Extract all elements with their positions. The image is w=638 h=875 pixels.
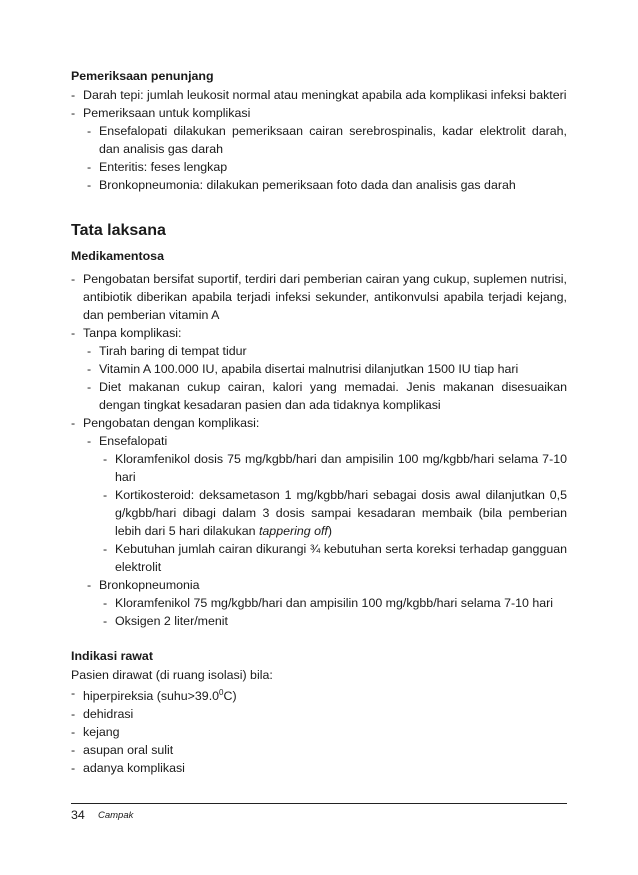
list-item: - Darah tepi: jumlah leukosit normal atau meningkat apabila ada komplikasi infeksi bakteri [71,88,567,102]
chapter-title: Campak [98,810,134,821]
list-item: - Tirah baring di tempat tidur [87,344,247,358]
section-heading-tata-laksana: Tata laksana [71,222,166,239]
list-item: - Diet makanan cukup cairan, kalori yang memadai. Jenis makanan disesuaikan dengan tingkat kesadaran pasien dan ada tidaknya komplikasi [87,380,567,412]
list-item: - Tanpa komplikasi: [71,326,182,340]
list-item: - Kebutuhan jumlah cairan dikurangi ¾ kebutuhan serta koreksi terhadap gangguan elektrolit [103,542,567,574]
section-heading-pemeriksaan: Pemeriksaan penunjang [71,69,214,83]
page-content [71,66,567,777]
list-item: - Kortikosteroid: deksametason 1 mg/kgbb/hari sebagai dosis awal dilanjutkan 0,5 g/kgbb/hari dibagi dalam 3 dosis sampai kesadaran membaik (bila pemberian lebih dari 5 hari dilakukan tappering off) [103,488,567,538]
subheading-medikamentosa: Medikamentosa [71,249,164,263]
list-item: - Bronkopneumonia: dilakukan pemeriksaan foto dada dan analisis gas darah [87,178,516,192]
list-item: - Enteritis: feses lengkap [87,160,228,174]
list-item: - Ensefalopati [87,434,168,448]
list-item: - Pengobatan bersifat suportif, terdiri dari pemberian cairan yang cukup, suplemen nutrisi, antibiotik diberikan apabila terjadi infeksi sekunder, antikonvulsi apabila terjadi kejang, dan pemberian vitamin A [71,272,567,322]
indikasi-intro: Pasien dirawat (di ruang isolasi) bila: [71,668,273,682]
list-item: - kejang [71,725,120,740]
list-item: - Ensefalopati dilakukan pemeriksaan cairan serebrospinalis, kadar elektrolit darah, dan analisis gas darah [87,124,567,156]
section-heading-indikasi: Indikasi rawat [71,649,153,663]
page-footer [71,803,567,822]
list-item: - adanya komplikasi [71,761,185,776]
page-number: 34 [71,808,85,822]
list-item: - asupan oral sulit [71,743,174,758]
list-item: - Bronkopneumonia [87,578,200,592]
list-item: - Pengobatan dengan komplikasi: [71,416,260,430]
list-item: - hiperpireksia $(suhu>39.0^0C)$ [71,686,237,704]
list-item: - Vitamin A 100.000 IU, apabila disertai malnutrisi dilanjutkan 1500 IU tiap hari [87,362,519,376]
list-item: - Pemeriksaan untuk komplikasi [71,106,251,120]
list-item: - dehidrasi [71,707,134,722]
list-item: - Kloramfenikol dosis 75 mg/kgbb/hari dan ampisilin 100 mg/kgbb/hari selama 7-10 hari [103,452,567,484]
list-item: - Oksigen 2 liter/menit [103,614,228,628]
list-item: - Kloramfenikol 75 mg/kgbb/hari dan ampisilin 100 mg/kgbb/hari selama 7-10 hari [103,596,554,610]
